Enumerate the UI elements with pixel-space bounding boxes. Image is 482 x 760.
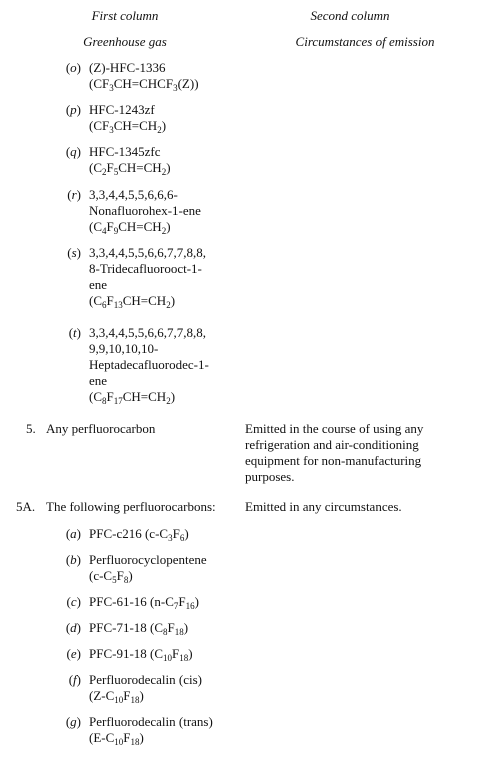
item-label: (g) bbox=[65, 714, 81, 729]
text-line: $(E-C_{10}F_{18})$ bbox=[89, 730, 144, 747]
subscript: 2 bbox=[102, 167, 107, 177]
gas-name bbox=[89, 526, 239, 542]
gas-name bbox=[89, 594, 239, 610]
text-line: 8-Tridecafluorooct-1- bbox=[89, 261, 202, 276]
subscript: 16 bbox=[185, 601, 195, 611]
circumstance-text: Emitted in any circumstances. bbox=[245, 499, 402, 514]
text-line: 3,3,4,4,5,5,6,6,7,7,8,8, bbox=[89, 325, 206, 340]
text-line: $(Z-C_{10}F_{18})$ bbox=[89, 688, 144, 705]
second-column-subheader: Circumstances of emission bbox=[295, 34, 435, 49]
text-line: $(C_6F_{13}CH=CH_2)$ bbox=[89, 293, 176, 310]
subscript: 4 bbox=[102, 226, 107, 236]
text-line: PFC-71-18 $(C_8F_{18})$ bbox=[89, 620, 189, 637]
text-line: PFC-61-16 $(n-C_7F_{16})$ bbox=[89, 594, 199, 611]
text-line: PFC-c216 $(c-C_3F_6)$ bbox=[89, 526, 189, 543]
text-line: purposes. bbox=[245, 469, 295, 484]
subscript: 8 bbox=[163, 627, 168, 637]
subscript: 2 bbox=[166, 300, 171, 310]
first-column-header: First column bbox=[91, 8, 159, 23]
subscript: 2 bbox=[161, 167, 167, 177]
text-line: $(c-C_5F_8)$ bbox=[89, 568, 133, 585]
gas-name: The following perfluorocarbons: bbox=[46, 499, 216, 514]
gas-name bbox=[89, 187, 239, 235]
subscript: 17 bbox=[113, 396, 123, 406]
item-label: (e) bbox=[66, 646, 81, 661]
text-line: PFC-91-18 $(C_{10}F_{18})$ bbox=[89, 646, 193, 663]
subscript: 3 bbox=[168, 533, 173, 543]
subscript: 6 bbox=[179, 533, 185, 543]
text-line: $(C_8F_{17}CH=CH_2)$ bbox=[89, 389, 176, 406]
subscript: 2 bbox=[166, 396, 171, 406]
gas-name bbox=[89, 325, 239, 405]
item-number: 5A. bbox=[16, 499, 36, 514]
circumstance-text bbox=[245, 421, 460, 485]
item-label: (p) bbox=[65, 102, 81, 117]
subscript: 3 bbox=[173, 83, 178, 93]
text-line: HFC-1345zfc bbox=[89, 144, 161, 159]
gas-name bbox=[89, 620, 239, 636]
text-line: $(C_2F_5CH=CH_2)$ bbox=[89, 160, 171, 177]
gas-name bbox=[89, 646, 239, 662]
text-line: ene bbox=[89, 277, 108, 292]
text-line: 9,9,10,10,10- bbox=[89, 341, 159, 356]
subscript: 18 bbox=[130, 737, 140, 747]
text-line: Heptadecafluorodec-1- bbox=[89, 357, 209, 372]
gas-name bbox=[89, 245, 239, 309]
text-line: Perfluorodecalin (cis) bbox=[89, 672, 202, 687]
item-number: 5. bbox=[26, 421, 36, 436]
item-label: (d) bbox=[65, 620, 81, 635]
text-line: Nonafluorohex-1-ene bbox=[89, 203, 201, 218]
text-line: refrigeration and air-conditioning bbox=[245, 437, 419, 452]
item-label: (o) bbox=[65, 60, 81, 75]
text-line: Emitted in the course of using any bbox=[245, 421, 424, 436]
text-line: ene bbox=[89, 373, 108, 388]
first-column-subheader: Greenhouse gas bbox=[83, 34, 167, 49]
subscript: 18 bbox=[179, 653, 189, 663]
gas-name bbox=[89, 144, 239, 176]
item-label: (c) bbox=[66, 594, 81, 609]
text-line: (Z)-HFC-1336 bbox=[89, 60, 166, 75]
subscript: 8 bbox=[102, 396, 107, 406]
subscript: 3 bbox=[109, 125, 114, 135]
item-label: (s) bbox=[67, 245, 81, 260]
second-column-header: Second column bbox=[310, 8, 390, 23]
gas-name bbox=[89, 714, 239, 746]
subscript: 18 bbox=[130, 695, 140, 705]
item-label: (a) bbox=[65, 526, 81, 541]
text-line: HFC-1243zf bbox=[89, 102, 155, 117]
text-line: Perfluorocyclopentene bbox=[89, 552, 207, 567]
subscript: 9 bbox=[113, 226, 119, 236]
subscript: 2 bbox=[161, 226, 167, 236]
text-line: Perfluorodecalin (trans) bbox=[89, 714, 213, 729]
subscript: 8 bbox=[123, 575, 129, 585]
item-label: (f) bbox=[68, 672, 81, 687]
text-line: 3,3,4,4,5,5,6,6,7,7,8,8, bbox=[89, 245, 206, 260]
text-line: 3,3,4,4,5,5,6,6,6- bbox=[89, 187, 178, 202]
text-line: $(CF_3CH=CH_2)$ bbox=[89, 118, 167, 135]
text-line: $(C_4F_9CH=CH_2)$ bbox=[89, 219, 171, 236]
subscript: 7 bbox=[173, 601, 179, 611]
subscript: 10 bbox=[114, 737, 124, 747]
gas-name: Any perfluorocarbon bbox=[46, 421, 156, 436]
text-line: $(CF_3CH=CHCF_3(Z))$ bbox=[89, 76, 199, 93]
item-label: (q) bbox=[65, 144, 81, 159]
subscript: 5 bbox=[113, 167, 119, 177]
subscript: 6 bbox=[102, 300, 107, 310]
subscript: 10 bbox=[163, 653, 173, 663]
subscript: 10 bbox=[114, 695, 124, 705]
gas-name bbox=[89, 552, 239, 584]
subscript: 3 bbox=[109, 83, 114, 93]
gas-name bbox=[89, 672, 239, 704]
gas-name bbox=[89, 102, 239, 134]
subscript: 18 bbox=[174, 627, 184, 637]
item-label: (t) bbox=[68, 325, 81, 340]
text-line: equipment for non-manufacturing bbox=[245, 453, 422, 468]
subscript: 13 bbox=[113, 300, 123, 310]
gas-name bbox=[89, 60, 239, 92]
item-label: (b) bbox=[65, 552, 81, 567]
subscript: 2 bbox=[157, 125, 162, 135]
subscript: 5 bbox=[112, 575, 117, 585]
item-label: (r) bbox=[67, 187, 81, 202]
